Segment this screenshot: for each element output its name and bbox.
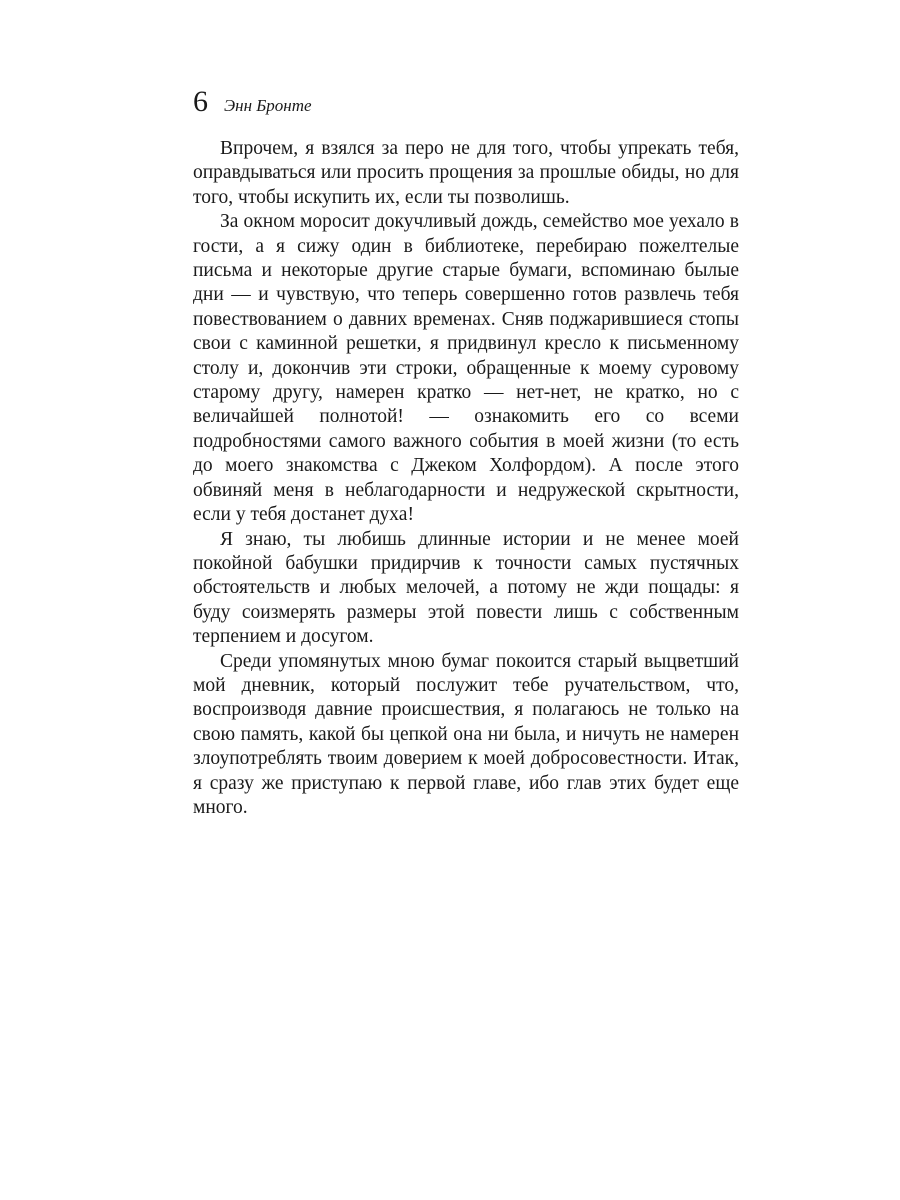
paragraph: Я знаю, ты любишь длинные истории и не менее моей покойной бабушки придирчив к точности самых пустячных обстоятельств и любых мелочей, а потому не жди пощады: я буду соизмерять размеры этой повести лишь с собственным терпением и досугом. — [193, 528, 739, 648]
running-head — [193, 82, 312, 126]
paragraph: Впрочем, я взялся за перо не для того, чтобы упрекать тебя, оправдываться или просить прощения за прошлые обиды, но для того, чтобы искупить их, если ты позволишь. — [193, 138, 739, 208]
page-number: 6 — [193, 85, 208, 118]
paragraph: Среди упомянутых мною бумаг покоится старый выцветший мой дневник, который послужит тебе ручательством, что, воспроизводя давние происшествия, я полагаюсь не только на свою память, какой бы цепкой она ни была, и ничуть не намерен злоупотреблять твоим доверием к моей добросовестности. Итак, я сразу же приступаю к первой главе, ибо глав этих будет еще много. — [193, 650, 739, 818]
body-text — [193, 137, 739, 820]
paragraph: За окном моросит докучливый дождь, семейство мое уехало в гости, а я сижу один в библиотеке, перебираю пожелтелые письма и некоторые другие старые бумаги, вспоминаю былые дни — и чувствую, что теперь совершенно готов развлечь тебя повествованием о давних временах. Сняв поджарившиеся стопы свои с каминной решетки, я придвинул кресло к письменному столу и, докончив эти строки, обращенные к моему суровому старому другу, намерен кратко — нет-нет, не кратко, но с величайшей полнотой! — ознакомить его со всеми подробностями самого важного события в моей жизни (то есть до моего знакомства с Джеком Холфордом). А после этого обвиняй меня в неблагодарности и недружеской скрытности, если у тебя достанет духа! — [193, 211, 739, 526]
author-name: Энн Бронте — [224, 96, 312, 115]
